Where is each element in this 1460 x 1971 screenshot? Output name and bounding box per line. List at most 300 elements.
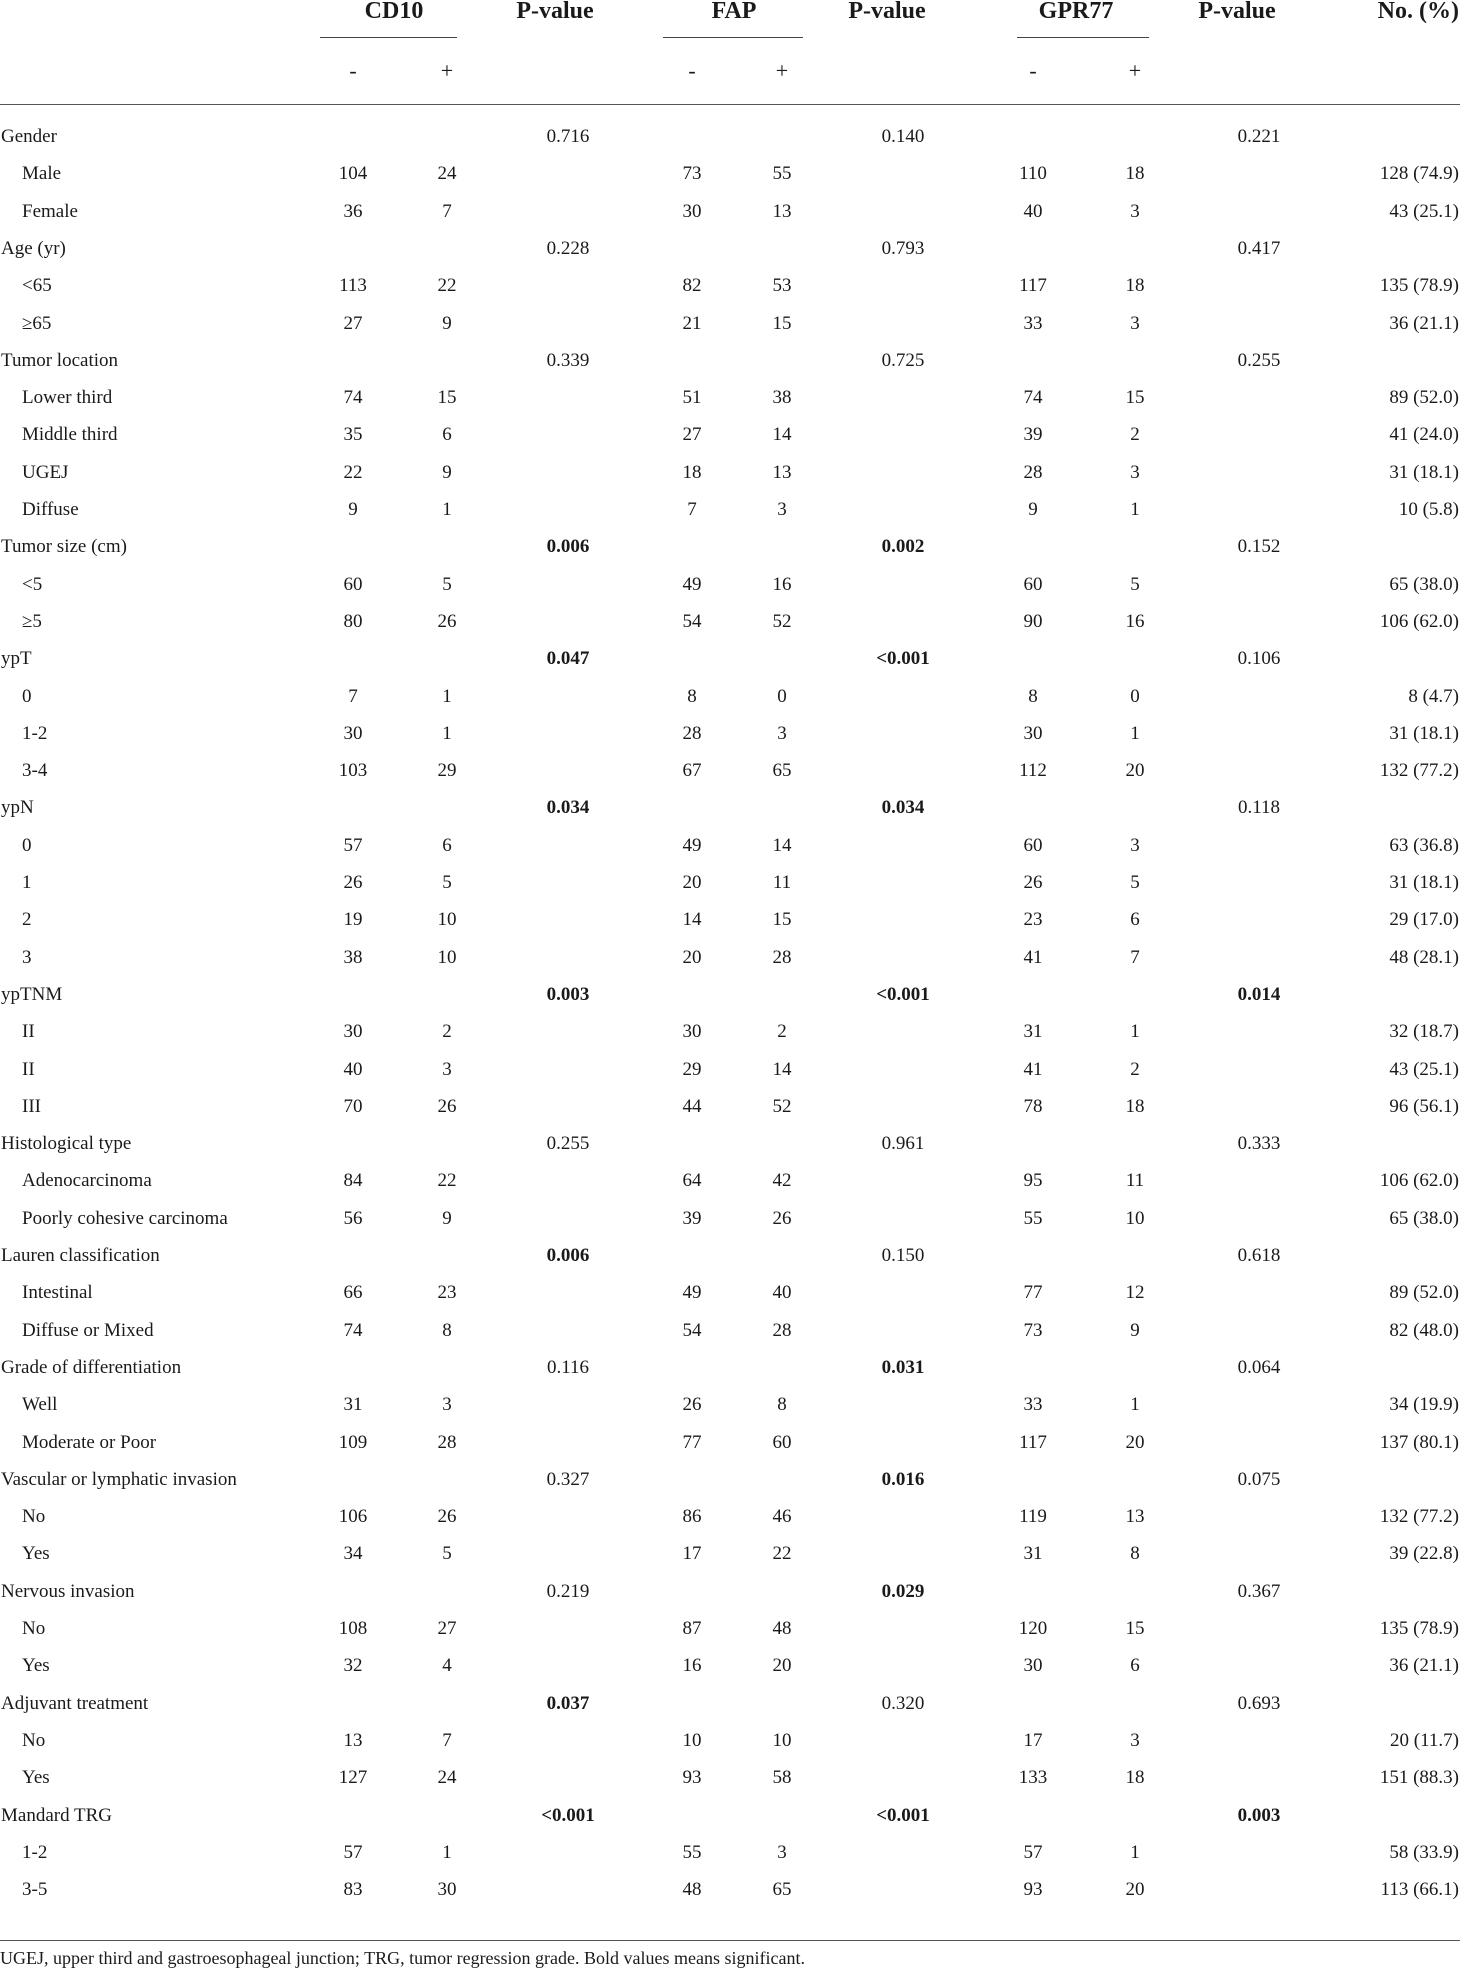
cell-gpr77-negative: 57 [1023,1841,1043,1863]
cell-p-value-cd10: <0.001 [541,1804,595,1826]
cell-cd10-positive: 29 [437,760,457,782]
cell-fap-negative: 44 [682,1095,702,1117]
table-row [0,1013,1460,1050]
cell-gpr77-positive: 20 [1125,1431,1145,1453]
cell-gpr77-positive: 18 [1125,163,1145,185]
cell-gpr77-negative: 120 [1018,1618,1048,1639]
table-bottom-rule [0,1940,1460,1941]
cell-p-value-gpr77: 0.333 [1237,1133,1281,1155]
cell-gpr77-negative: 60 [1023,834,1043,856]
cell-cd10-positive: 15 [437,387,457,409]
cell-cd10-positive: 1 [442,1841,452,1863]
cell-gpr77-negative: 31 [1023,1543,1043,1565]
cell-fap-negative: 8 [687,685,697,707]
cell-total: 63 (36.8) [1389,834,1459,856]
cell-gpr77-positive: 6 [1130,909,1140,931]
cell-fap-negative: 16 [682,1655,702,1677]
cell-cd10-negative: 22 [343,461,363,483]
cell-cd10-positive: 3 [442,1394,452,1416]
cell-cd10-negative: 19 [343,909,363,931]
cell-p-value-gpr77: 0.618 [1237,1245,1281,1266]
cell-cd10-negative: 32 [343,1655,363,1677]
table-row [0,1759,1460,1796]
cell-cd10-negative: 57 [343,834,363,856]
cell-cd10-positive: 10 [437,946,457,968]
cell-total: 36 (21.1) [1389,1655,1459,1677]
cell-p-value-fap: 0.029 [881,1580,925,1602]
cell-gpr77-positive: 9 [1130,1319,1140,1341]
cell-cd10-negative: 113 [339,275,367,297]
cell-gpr77-negative: 74 [1023,387,1043,409]
cell-cd10-positive: 7 [442,1729,452,1751]
cell-total: 135 (78.9) [1379,275,1459,297]
header-fap: FAP [711,0,757,24]
row-sublabel: Intestinal [22,1282,93,1304]
cell-cd10-positive: 26 [437,1095,457,1117]
cell-p-value-fap: 0.320 [881,1692,925,1714]
table-row [0,1312,1460,1349]
subheader-cd10-positive: + [440,58,454,83]
cell-fap-positive: 28 [772,1319,792,1341]
cell-gpr77-positive: 3 [1130,834,1140,856]
cell-p-value-gpr77: 0.693 [1237,1692,1281,1714]
row-sublabel: III [22,1095,41,1117]
cell-gpr77-negative: 110 [1019,163,1047,185]
cell-fap-negative: 54 [682,610,702,632]
cell-cd10-negative: 27 [343,312,363,334]
cell-cd10-negative: 35 [343,424,363,446]
cell-cd10-positive: 9 [442,1207,452,1229]
cell-fap-positive: 58 [772,1767,792,1789]
table-row [0,603,1460,640]
cell-p-value-cd10: 0.716 [546,126,590,147]
cell-cd10-negative: 40 [343,1058,363,1080]
table-group-row [0,528,1460,565]
cell-total: 39 (22.8) [1389,1543,1459,1565]
table-row [0,1722,1460,1759]
cell-fap-positive: 22 [772,1543,792,1565]
table-row [0,864,1460,901]
header-gpr77: GPR77 [1038,0,1114,24]
cell-p-value-fap: 0.016 [881,1468,925,1490]
cell-fap-positive: 10 [772,1729,792,1751]
cell-cd10-positive: 22 [437,1170,457,1192]
cell-gpr77-negative: 133 [1018,1767,1048,1789]
gpr77-underline [1017,37,1149,38]
cell-fap-negative: 64 [682,1170,702,1192]
table-row [0,1200,1460,1237]
cell-p-value-cd10: 0.327 [546,1468,590,1490]
cell-fap-positive: 40 [772,1282,792,1304]
cell-p-value-fap: 0.034 [881,797,925,819]
row-sublabel: 0 [22,834,32,856]
table-row [0,939,1460,976]
cell-p-value-gpr77: 0.118 [1237,797,1281,819]
cell-fap-positive: 52 [772,1095,792,1117]
cell-fap-negative: 7 [687,499,697,520]
row-group-label: ypT [1,648,32,670]
row-group-label: Adjuvant treatment [1,1692,149,1714]
cell-cd10-positive: 9 [442,461,452,483]
subheader-cd10-negative: - [349,58,357,83]
cell-fap-positive: 13 [772,200,792,222]
cell-gpr77-positive: 18 [1125,1095,1145,1117]
cell-cd10-positive: 22 [437,275,457,297]
table-row [0,1498,1460,1535]
cell-gpr77-positive: 1 [1130,1841,1140,1863]
cell-total: 36 (21.1) [1389,312,1459,334]
cell-p-value-gpr77: 0.064 [1237,1356,1281,1378]
row-sublabel: No [22,1506,46,1528]
cell-fap-positive: 3 [777,722,787,744]
table-group-row [0,1573,1460,1610]
cell-cd10-negative: 38 [343,946,363,968]
cell-gpr77-positive: 18 [1125,1767,1145,1789]
cell-fap-positive: 26 [772,1207,792,1229]
cell-gpr77-negative: 77 [1023,1282,1043,1304]
header-p-value-gpr77: P-value [1198,0,1276,24]
table-group-row [0,1685,1460,1722]
cell-gpr77-negative: 8 [1028,685,1038,707]
row-sublabel: Female [22,200,78,222]
table-row [0,454,1460,491]
cell-cd10-negative: 31 [343,1394,363,1416]
cell-gpr77-positive: 3 [1130,461,1140,483]
cell-fap-negative: 28 [682,722,702,744]
cell-p-value-fap: <0.001 [876,648,930,670]
cell-cd10-positive: 8 [442,1319,452,1341]
cell-fap-negative: 49 [682,1282,702,1304]
row-sublabel: Poorly cohesive carcinoma [22,1207,228,1229]
cell-gpr77-negative: 112 [1019,760,1047,782]
row-sublabel: ≥65 [22,312,52,334]
cell-p-value-cd10: 0.339 [546,349,590,371]
cell-fap-negative: 93 [682,1767,702,1789]
table-row [0,416,1460,453]
row-group-label: Vascular or lymphatic invasion [1,1468,237,1490]
cell-fap-negative: 67 [682,760,702,782]
cell-fap-negative: 73 [682,163,702,185]
header-cd10: CD10 [364,0,424,24]
cell-total: 89 (52.0) [1389,387,1459,409]
cell-gpr77-negative: 95 [1023,1170,1043,1192]
cell-gpr77-positive: 1 [1130,722,1140,744]
row-sublabel: Male [22,163,62,185]
table-row [0,1647,1460,1684]
cell-cd10-positive: 24 [437,1767,457,1789]
cell-gpr77-negative: 73 [1023,1319,1043,1341]
table-row [0,1274,1460,1311]
cell-p-value-fap: 0.150 [881,1245,925,1266]
row-sublabel: Moderate or Poor [22,1431,157,1453]
cell-p-value-cd10: 0.255 [546,1133,590,1155]
cell-fap-positive: 52 [772,610,792,632]
cell-fap-positive: 65 [772,1879,792,1901]
cell-cd10-negative: 108 [338,1618,368,1639]
cell-p-value-gpr77: 0.152 [1237,536,1281,558]
table-row [0,752,1460,789]
cell-cd10-positive: 27 [437,1618,457,1639]
cell-total: 31 (18.1) [1389,872,1459,893]
row-sublabel: Diffuse [22,499,79,520]
cell-fap-negative: 39 [682,1207,702,1229]
cell-gpr77-positive: 12 [1125,1282,1145,1304]
cell-p-value-fap: 0.793 [881,237,925,259]
cell-fap-positive: 13 [772,461,792,483]
row-group-label: Gender [1,126,57,147]
cell-p-value-gpr77: 0.106 [1237,648,1281,670]
cd10-underline [320,37,457,38]
cell-cd10-positive: 6 [442,834,452,856]
table-group-row [0,118,1460,155]
row-group-label: Mandard TRG [1,1804,112,1826]
cell-p-value-fap: 0.140 [881,126,925,147]
cell-gpr77-negative: 30 [1023,1655,1043,1677]
table-row [0,305,1460,342]
cell-cd10-negative: 109 [338,1431,368,1453]
cell-gpr77-positive: 15 [1125,387,1145,409]
cell-cd10-negative: 34 [343,1543,363,1565]
cell-total: 132 (77.2) [1379,1506,1459,1528]
cell-total: 151 (88.3) [1379,1767,1459,1789]
cell-gpr77-positive: 16 [1125,610,1145,632]
cell-fap-positive: 42 [772,1170,792,1192]
cell-fap-positive: 11 [772,872,792,893]
subheader-gpr77-positive: + [1128,58,1142,83]
cell-p-value-gpr77: 0.417 [1237,237,1281,259]
cell-p-value-cd10: 0.116 [546,1356,590,1378]
cell-p-value-gpr77: 0.255 [1237,349,1281,371]
cell-gpr77-negative: 39 [1023,424,1043,446]
cell-cd10-negative: 74 [343,1319,363,1341]
cell-p-value-fap: 0.002 [881,536,925,558]
cell-p-value-fap: <0.001 [876,1804,930,1826]
cell-fap-negative: 29 [682,1058,702,1080]
cell-cd10-positive: 3 [442,1058,452,1080]
cell-gpr77-positive: 0 [1130,685,1140,707]
table-group-row [0,976,1460,1013]
cell-fap-negative: 55 [682,1841,702,1863]
cell-gpr77-positive: 1 [1130,499,1140,520]
table-group-row [0,640,1460,677]
cell-total: 31 (18.1) [1389,461,1459,483]
cell-gpr77-positive: 2 [1130,1058,1140,1080]
cell-fap-positive: 14 [772,424,792,446]
header-total: No. (%) [1377,0,1459,24]
cell-fap-negative: 51 [682,387,702,409]
cell-gpr77-positive: 2 [1130,424,1140,446]
table-row [0,491,1460,528]
cell-fap-negative: 21 [682,312,702,334]
cell-cd10-positive: 5 [442,872,452,893]
cell-cd10-negative: 74 [343,387,363,409]
cell-gpr77-positive: 3 [1130,1729,1140,1751]
cell-fap-positive: 53 [772,275,792,297]
table-row [0,1088,1460,1125]
cell-gpr77-negative: 41 [1023,946,1043,968]
row-sublabel: Yes [22,1655,50,1677]
cell-cd10-negative: 84 [343,1170,363,1192]
cell-gpr77-positive: 3 [1130,312,1140,334]
cell-fap-positive: 14 [772,1058,792,1080]
cell-total: 43 (25.1) [1389,1058,1459,1080]
cell-cd10-positive: 26 [437,610,457,632]
cell-fap-negative: 30 [682,1021,702,1043]
cell-gpr77-positive: 20 [1125,760,1145,782]
cell-fap-positive: 65 [772,760,792,782]
cell-cd10-positive: 9 [442,312,452,334]
header-p-value-fap: P-value [848,0,926,24]
cell-cd10-positive: 24 [437,163,457,185]
cell-cd10-positive: 2 [442,1021,452,1043]
cell-fap-negative: 14 [682,909,702,931]
cell-fap-positive: 3 [777,499,787,520]
row-group-label: Tumor size (cm) [1,536,127,558]
row-sublabel: Diffuse or Mixed [22,1319,154,1341]
cell-cd10-positive: 30 [437,1879,457,1901]
cell-fap-negative: 30 [682,200,702,222]
table-row [0,678,1460,715]
cell-fap-negative: 77 [682,1431,702,1453]
row-sublabel: <65 [22,275,52,297]
table-row [0,566,1460,603]
cell-p-value-cd10: 0.228 [546,237,590,259]
row-sublabel: No [22,1729,46,1751]
row-sublabel: UGEJ [22,461,69,483]
cell-gpr77-negative: 55 [1023,1207,1043,1229]
cell-cd10-negative: 83 [343,1879,363,1901]
cell-gpr77-negative: 17 [1023,1729,1043,1751]
cell-gpr77-positive: 15 [1125,1618,1145,1639]
table-group-row [0,230,1460,267]
row-sublabel: 1 [22,872,32,893]
cell-fap-negative: 49 [682,573,702,595]
cell-fap-negative: 48 [682,1879,702,1901]
cell-p-value-gpr77: 0.367 [1237,1580,1281,1602]
cell-gpr77-negative: 28 [1023,461,1043,483]
cell-cd10-negative: 106 [338,1506,368,1528]
cell-gpr77-negative: 119 [1019,1506,1047,1528]
cell-cd10-positive: 1 [442,499,452,520]
cell-fap-positive: 60 [772,1431,792,1453]
cell-fap-negative: 27 [682,424,702,446]
cell-total: 106 (62.0) [1379,1170,1459,1192]
cell-fap-negative: 82 [682,275,702,297]
cell-gpr77-negative: 33 [1023,1394,1043,1416]
row-sublabel: II [22,1021,35,1043]
cell-fap-negative: 17 [682,1543,702,1565]
cell-total: 43 (25.1) [1389,200,1459,222]
table-row [0,155,1460,192]
subheader-fap-positive: + [775,58,789,83]
cell-fap-negative: 20 [682,872,702,893]
cell-fap-negative: 54 [682,1319,702,1341]
cell-total: 8 (4.7) [1408,685,1459,707]
row-sublabel: 3-4 [22,760,48,782]
cell-p-value-gpr77: 0.075 [1237,1468,1281,1490]
table-row [0,1051,1460,1088]
cell-gpr77-positive: 1 [1130,1394,1140,1416]
cell-fap-negative: 87 [682,1618,702,1639]
cell-cd10-positive: 6 [442,424,452,446]
cell-gpr77-negative: 31 [1023,1021,1043,1043]
cell-total: 29 (17.0) [1389,909,1459,931]
cell-cd10-positive: 10 [437,909,457,931]
row-sublabel: II [22,1058,35,1080]
cell-total: 137 (80.1) [1379,1431,1459,1453]
cell-cd10-negative: 70 [343,1095,363,1117]
cell-p-value-fap: <0.001 [876,983,930,1005]
cell-fap-negative: 86 [682,1506,702,1528]
cell-fap-positive: 0 [777,685,787,707]
row-sublabel: Yes [22,1543,50,1565]
row-group-label: Tumor location [1,349,118,371]
cell-p-value-cd10: 0.006 [546,1245,590,1266]
cell-gpr77-negative: 40 [1023,200,1043,222]
cell-cd10-negative: 80 [343,610,363,632]
cell-total: 48 (28.1) [1389,946,1459,968]
cell-fap-positive: 28 [772,946,792,968]
row-group-label: ypTNM [1,983,63,1005]
cell-p-value-fap: 0.725 [881,349,925,371]
table-row [0,901,1460,938]
cell-gpr77-positive: 11 [1125,1170,1145,1192]
table-group-row [0,1349,1460,1386]
row-sublabel: <5 [22,573,43,595]
cell-total: 34 (19.9) [1389,1394,1459,1416]
cell-cd10-negative: 103 [338,760,368,782]
table-group-row [0,789,1460,826]
cell-cd10-positive: 26 [437,1506,457,1528]
row-group-label: Age (yr) [1,237,66,259]
row-group-label: Lauren classification [1,1245,160,1266]
cell-gpr77-negative: 33 [1023,312,1043,334]
cell-cd10-negative: 7 [348,685,358,707]
cell-gpr77-positive: 13 [1125,1506,1145,1528]
table-row [0,1424,1460,1461]
cell-gpr77-negative: 23 [1023,909,1043,931]
cell-cd10-negative: 30 [343,1021,363,1043]
table-row [0,379,1460,416]
cell-gpr77-negative: 30 [1023,722,1043,744]
cell-total: 10 (5.8) [1398,499,1459,520]
fap-underline [663,37,803,38]
cell-gpr77-positive: 5 [1130,573,1140,595]
cell-gpr77-negative: 117 [1019,1431,1047,1453]
table-row [0,1610,1460,1647]
cell-gpr77-negative: 60 [1023,573,1043,595]
cell-cd10-negative: 60 [343,573,363,595]
cell-total: 65 (38.0) [1389,1207,1459,1229]
cell-p-value-gpr77: 0.221 [1237,126,1281,147]
cell-gpr77-negative: 9 [1028,499,1038,520]
cell-fap-positive: 8 [777,1394,787,1416]
cell-fap-positive: 20 [772,1655,792,1677]
table-group-row [0,1237,1460,1274]
cell-total: 20 (11.7) [1390,1729,1459,1751]
cell-fap-positive: 15 [772,312,792,334]
cell-cd10-positive: 1 [442,685,452,707]
cell-cd10-positive: 28 [437,1431,457,1453]
cell-gpr77-negative: 117 [1019,275,1047,297]
table-row [0,1871,1460,1908]
cell-cd10-negative: 30 [343,722,363,744]
cell-gpr77-positive: 18 [1125,275,1145,297]
table-row [0,715,1460,752]
subheader-gpr77-negative: - [1029,58,1037,83]
cell-cd10-negative: 13 [343,1729,363,1751]
cell-p-value-gpr77: 0.003 [1237,1804,1281,1826]
